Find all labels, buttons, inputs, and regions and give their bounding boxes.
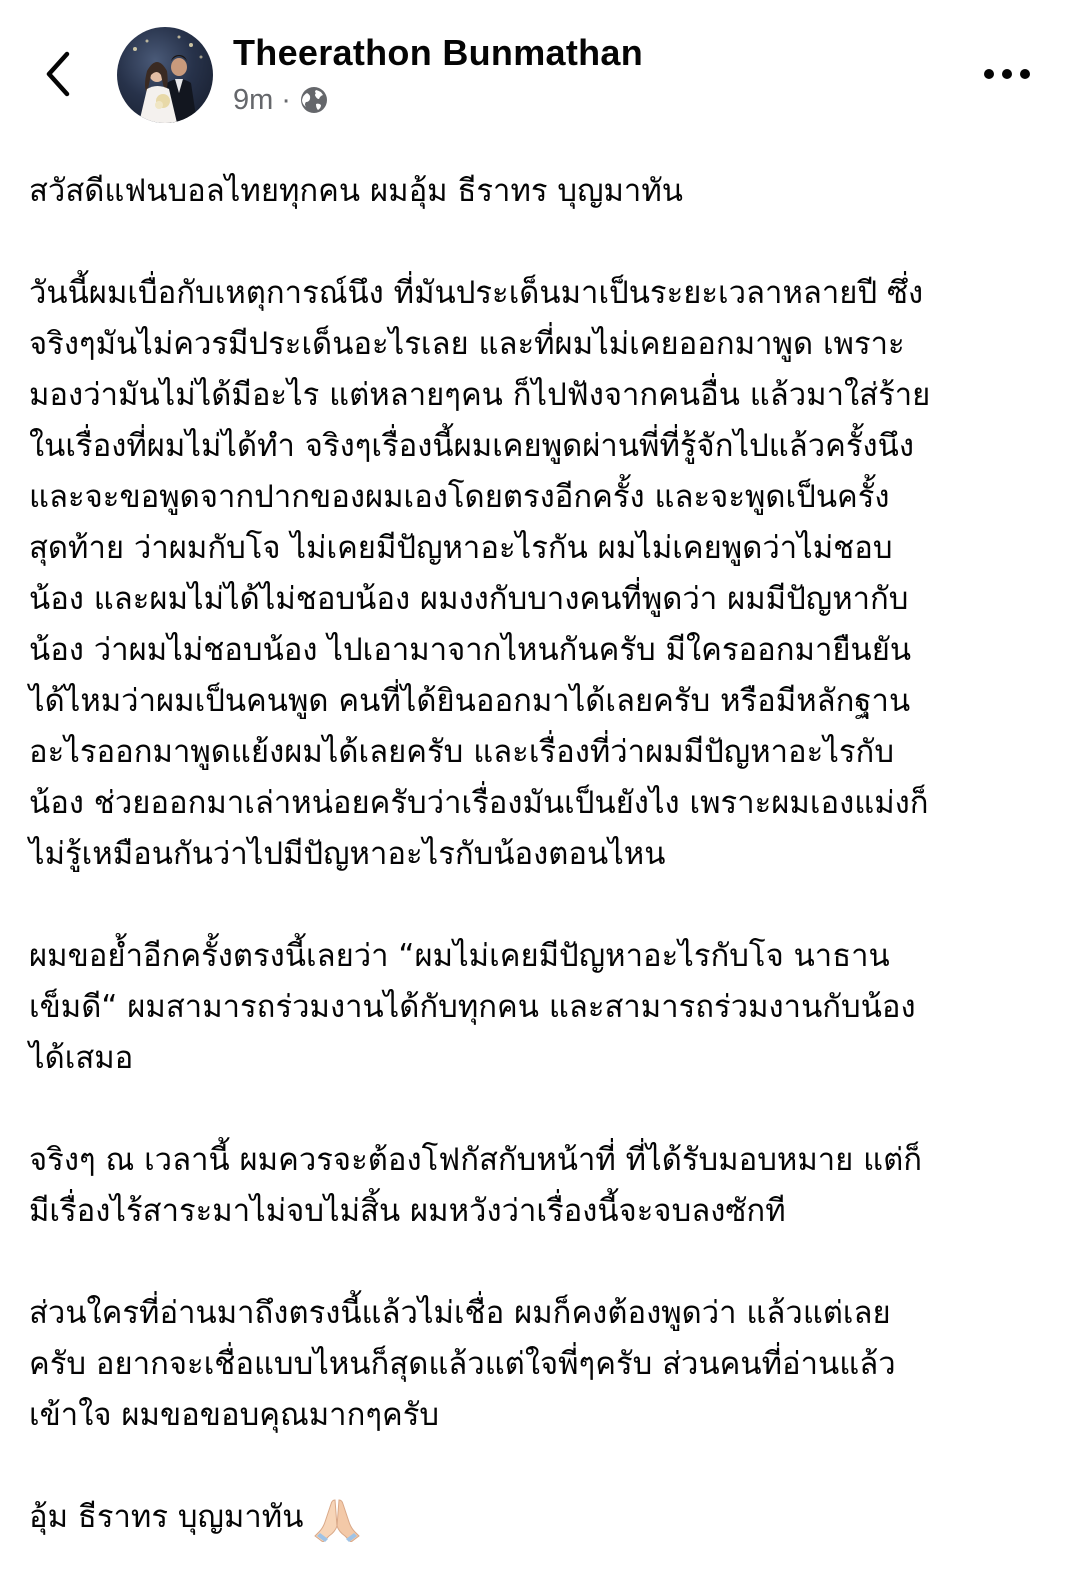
post-paragraph-1 [29,268,1039,880]
text-line: ได้เสมอ [29,1040,134,1076]
text-line: ครับ อยากจะเชื่อแบบไหนก็สุดแล้วแต่ใจพี่ๆครับ ส่วนคนที่อ่านแล้ว [29,1346,896,1382]
post-paragraph-2 [29,931,1039,1084]
post-paragraph-3 [29,1135,1039,1237]
text-line: จริงๆ ณ เวลานี้ ผมควรจะต้องโฟกัสกับหน้าที่ ที่ได้รับมอบหมาย แต่ก็ [29,1142,923,1178]
text-line: มองว่ามันไม่ได้มีอะไร แต่หลายๆคน ก็ไปฟังจากคนอื่น แล้วมาใส่ร้าย [29,377,931,413]
author-name[interactable]: Theerathon Bunmathan [233,32,644,73]
text-line: สุดท้าย ว่าผมกับโจ ไม่เคยมีปัญหาอะไรกัน ผมไม่เคยพูดว่าไม่ชอบ [29,530,893,566]
text-line: เข้าใจ ผมขอขอบคุณมากๆครับ [29,1397,440,1433]
post-signature [29,1492,1039,1543]
more-horizontal-icon [983,68,1031,80]
text-line: ไม่รู้เหมือนกันว่าไปมีปัญหาอะไรกับน้องตอนไหน [29,836,666,872]
avatar[interactable] [117,27,213,123]
globe-icon [299,85,329,115]
text-line: ผมขอย้ำอีกครั้งตรงนี้เลยว่า “ผมไม่เคยมีปัญหาอะไรกับโจ นาธาน [29,938,890,974]
text-line: น้อง ช่วยออกมาเล่าหน่อยครับว่าเรื่องมันเป็นยังไง เพราะผมเองแม่งก็ [29,785,929,821]
post-greeting [29,166,1039,217]
text-line: น้อง และผมไม่ได้ไม่ชอบน้อง ผมงงกับบางคนที่พูดว่า ผมมีปัญหากับ [29,581,909,617]
avatar-photo [117,27,213,123]
text-line: และจะขอพูดจากปากของผมเองโดยตรงอีกครั้ง และจะพูดเป็นครั้ง [29,479,890,515]
back-button[interactable] [28,44,88,104]
post-header [0,0,1065,140]
text-line: จริงๆมันไม่ควรมีประเด็นอะไรเลย และที่ผมไม่เคยออกมาพูด เพราะ [29,326,905,362]
text-line: ได้ไหมว่าผมเป็นคนพูด คนที่ได้ยินออกมาได้เลยครับ หรือมีหลักฐาน [29,683,911,719]
text-line: ในเรื่องที่ผมไม่ได้ทำ จริงๆเรื่องนี้ผมเคยพูดผ่านพี่ที่รู้จักไปแล้วครั้งนึง [29,428,914,464]
text-line: อะไรออกมาพูดแย้งผมได้เลยครับ และเรื่องที่ว่าผมมีปัญหาอะไรกับ [29,734,895,770]
chevron-left-icon [43,50,73,98]
text-line: วันนี้ผมเบื่อกับเหตุการณ์นึง ที่มันประเด็นมาเป็นระยะเวลาหลายปี ซึ่ง [29,275,924,311]
post-body [29,166,1039,1594]
text-line: มีเรื่องไร้สาระมาไม่จบไม่สิ้น ผมหวังว่าเรื่องนี้จะจบลงซักที [29,1193,786,1229]
text-line: เข็มดี“ ผมสามารถร่วมงานได้กับทุกคน และสามารถร่วมงานกับน้อง [29,989,916,1025]
text-line: สวัสดีแฟนบอลไทยทุกคน ผมอุ้ม ธีราทร บุญมาทัน [29,173,683,209]
signature-text: อุ้ม ธีราทร บุญมาทัน [29,1499,304,1535]
praying-hands-icon [313,1494,361,1542]
post-time[interactable]: 9m [233,83,274,116]
post-paragraph-4 [29,1288,1039,1441]
more-options-button[interactable] [979,52,1035,96]
text-line: น้อง ว่าผมไม่ชอบน้อง ไปเอามาจากไหนกันครับ มีใครออกมายืนยัน [29,632,912,668]
meta-separator: · [281,83,291,116]
post-meta [233,80,329,120]
text-line: ส่วนใครที่อ่านมาถึงตรงนี้แล้วไม่เชื่อ ผมก็คงต้องพูดว่า แล้วแต่เลย [29,1295,891,1331]
